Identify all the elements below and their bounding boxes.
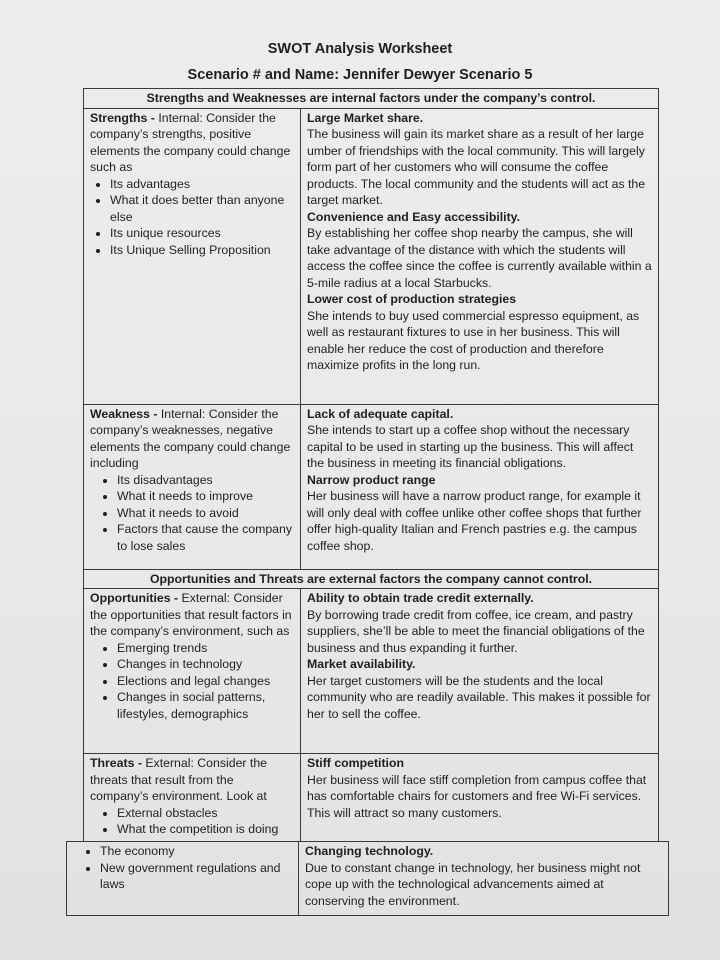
weakness-bullet: • What it needs to avoid [117, 505, 294, 522]
strengths-bullet: • What it does better than anyone else [110, 192, 294, 225]
opportunities-bullet: • Changes in technology [117, 656, 294, 673]
threat-heading: Stiff competition [307, 756, 405, 770]
threat-text: Her business will face stiff completion from campus coffee that has comfortable chairs for customers and free Wi-Fi services. This will attract so many customers. [307, 772, 647, 820]
weakness-heading: Lack of adequate capital. [307, 406, 454, 421]
internal-factors-banner: Strengths and Weaknesses are internal factors under the company’s control. [84, 89, 659, 109]
opportunities-label: Opportunities - [90, 591, 182, 605]
opportunities-bullet: • Changes in social patterns, lifestyles, demographics [117, 689, 294, 722]
strength-text: By establishing her coffee shop nearby the campus, she will take advantage of the distance with which the students will access the coffee since the coffee is currently available within a 5-mile radius at a local Starbucks. [307, 226, 652, 290]
opportunities-bullet: • Elections and legal changes [117, 673, 294, 690]
threats-answer-cell [301, 754, 659, 842]
opportunities-answer-cell [301, 589, 659, 754]
threat-text: Due to constant change in technology, her business might not cope up with the technological advancements aimed at conserving the environment. [305, 860, 641, 908]
opportunity-heading: Ability to obtain trade credit externally. [307, 591, 534, 605]
worksheet-title: SWOT Analysis Worksheet [267, 41, 453, 57]
weakness-label: Weakness - [90, 406, 161, 421]
scenario-title: Scenario # and Name: Jennifer Dewyer Scenario 5 [187, 67, 533, 83]
threats-continued-prompt-cell [67, 842, 299, 916]
threats-prompt-cell [84, 754, 301, 842]
strengths-row [84, 108, 659, 404]
opportunity-heading: Market availability. [307, 657, 416, 671]
opportunity-text: By borrowing trade credit from coffee, ice cream, and pastry suppliers, she’ll be able to meet the financial obligations of the business and thus expanding it further. [307, 607, 645, 655]
weakness-prompt-cell [84, 404, 301, 569]
threats-row [84, 754, 659, 842]
strengths-bullet: • Its advantages [110, 176, 294, 193]
opportunities-bullet: • Emerging trends [117, 640, 294, 657]
strengths-label: Strengths - [90, 110, 159, 125]
opportunity-text: Her target customers will be the students and the local community who are readily available. This makes it possible for her to sell the coffee. [307, 673, 651, 721]
opportunities-prompt-cell [84, 589, 301, 754]
threats-prompt: External: Consider the threats that result from the company’s environment. Look at [90, 756, 268, 803]
weakness-heading: Narrow product range [307, 472, 436, 487]
threats-continued-table [66, 841, 669, 916]
threats-continued-answer-cell [299, 842, 669, 916]
strengths-bullet: • Its Unique Selling Proposition [110, 242, 294, 259]
opportunities-prompt: External: Consider the opportunities that result factors in the company’s environment, such as [90, 591, 292, 638]
weakness-answer-cell [301, 404, 659, 569]
strengths-bullet: • Its unique resources [110, 225, 294, 242]
strength-text: She intends to buy used commercial espresso equipment, as well as restaurant fixtures to use in her business. This will enable her reduce the cost of production and therefore maximize profits in the long run. [307, 308, 640, 372]
swot-table [83, 88, 659, 842]
strength-text: The business will gain its market share as a result of her large umber of friendships with the local community. This will largely form part of her customers who will consume the coffee products. The local community and the students will act as the target market. [307, 127, 646, 207]
weakness-text: Her business will have a narrow product range, for example it will only deal with coffee unlike other coffee shops that further offer high-quality Italian and French pastries e.g. the campus coffee shop. [307, 489, 642, 553]
strengths-prompt: Internal: Consider the company’s strengths, positive elements the company could change such as [90, 110, 291, 174]
threats-bullet: • External obstacles [117, 805, 294, 822]
strengths-answer-cell [301, 108, 659, 404]
weakness-bullet: • What it needs to improve [117, 488, 294, 505]
threats-continued-row [67, 842, 669, 916]
weakness-bullet: • Its disadvantages [117, 472, 294, 489]
strength-heading: Lower cost of production strategies [307, 292, 517, 306]
threats-bullet: • What the competition is doing [117, 821, 294, 838]
threats-label: Threats - [90, 756, 146, 770]
weakness-text: She intends to start up a coffee shop without the necessary capital to be used in starting up the business. This will affect the business in meeting its financial obligations. [307, 423, 634, 470]
external-factors-banner: Opportunities and Threats are external factors the company cannot control. [84, 569, 659, 589]
threats-bullet: • New government regulations and laws [100, 860, 292, 893]
strength-heading: Large Market share. [307, 110, 424, 125]
opportunities-row [84, 589, 659, 754]
strengths-prompt-cell [84, 108, 301, 404]
threat-heading: Changing technology. [305, 844, 434, 858]
weakness-prompt: Internal: Consider the company’s weaknesses, negative elements the company could change including [90, 406, 291, 470]
threats-bullet: • The economy [100, 843, 292, 860]
weakness-bullet: • Factors that cause the company to lose sales [117, 521, 294, 554]
weakness-row [84, 404, 659, 569]
strength-heading: Convenience and Easy accessibility. [307, 209, 521, 224]
